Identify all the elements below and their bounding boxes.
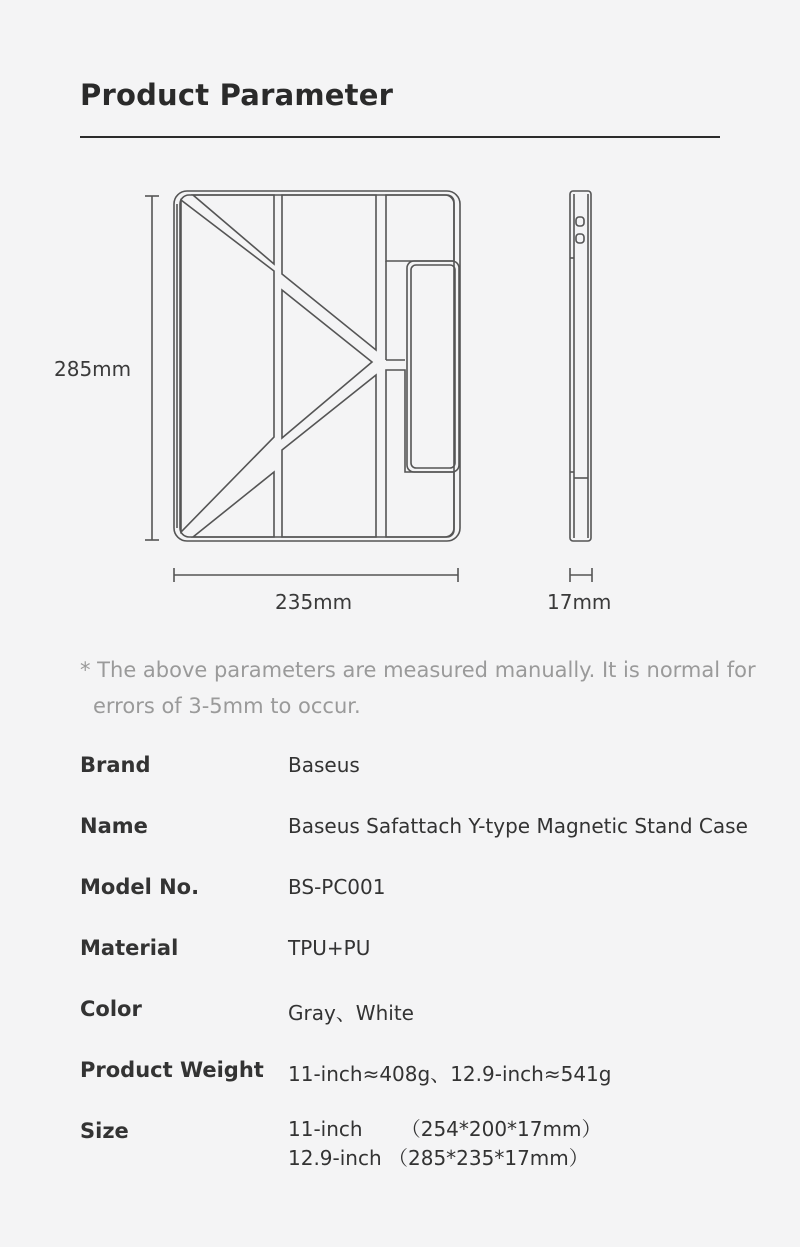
thickness-dimension-line [570,568,592,582]
spec-key: Size [80,1119,129,1143]
spec-value: Baseus Safattach Y-type Magnetic Stand Case [288,814,748,838]
thickness-dimension-label: 17mm [547,590,612,614]
spec-key: Product Weight [80,1058,264,1082]
width-dimension-label: 235mm [275,590,353,614]
spec-value: Gray、White [288,1001,414,1025]
height-dimension-line [145,196,159,540]
measurement-note-line2: errors of 3-5mm to occur. [93,694,361,718]
spec-value: 11-inch≈408g、12.9-inch≈541g [288,1062,612,1086]
spec-value: TPU+PU [288,936,371,960]
product-dimension-diagram [0,0,800,620]
size-12-9-inch: 12.9-inch （285*235*17mm） [288,1146,589,1170]
measurement-note-line1: * The above parameters are measured manually. It is normal for [80,658,756,682]
page-title: Product Parameter [80,78,394,112]
spec-value: BS-PC001 [288,875,386,899]
spec-value: Baseus [288,753,360,777]
spec-key: Name [80,814,148,838]
spec-key: Model No. [80,875,200,899]
width-dimension-line [174,568,458,582]
spec-key: Color [80,997,142,1021]
size-11-inch: 11-inch （254*200*17mm） [288,1117,602,1141]
spec-key: Brand [80,753,151,777]
spec-value [288,1115,601,1173]
measurement-note [80,652,770,724]
spec-key: Material [80,936,179,960]
height-dimension-label: 285mm [54,357,132,381]
case-side-view [570,191,591,541]
case-front-view [174,191,460,541]
